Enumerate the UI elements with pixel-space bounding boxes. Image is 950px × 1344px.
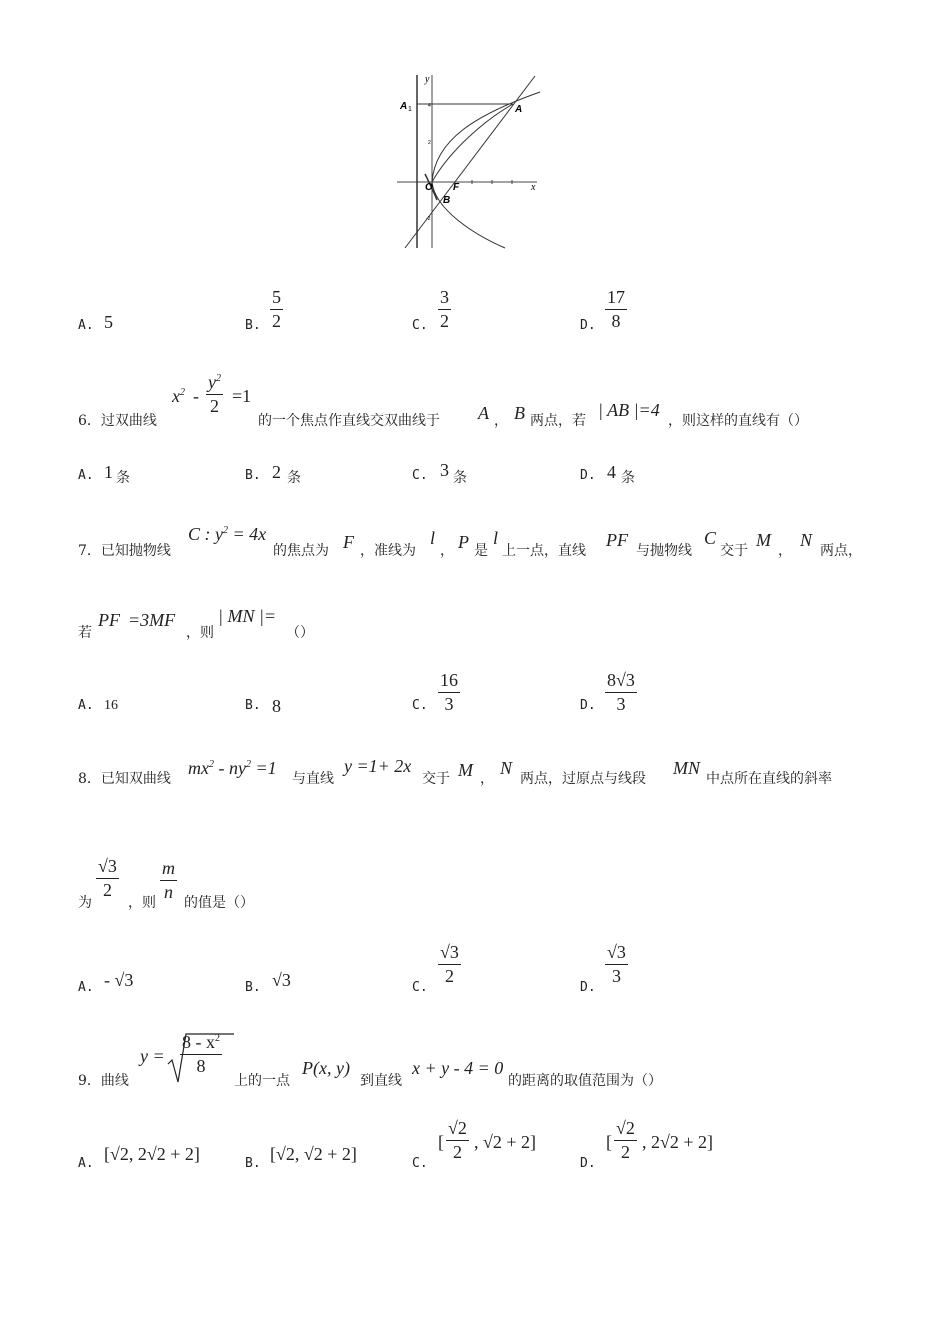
q9-opt-d-fraction: √2 2 xyxy=(616,1118,635,1162)
tick-neg2: -2 xyxy=(426,216,431,222)
q7-text8: ， xyxy=(778,543,792,559)
q8-opt-d-label: D. xyxy=(580,980,596,995)
q7-opt-d-fraction: 8√3 3 xyxy=(607,670,635,714)
q5-opt-b-fraction: 5 2 xyxy=(272,287,281,331)
q6-opt-d-value: 4 xyxy=(607,462,616,482)
q8-opt-d-fraction: √3 3 xyxy=(607,942,626,986)
q7-line2-prefix: 若 xyxy=(78,625,92,641)
q7-opt-c-label: C. xyxy=(412,698,428,713)
q8-n: N xyxy=(500,758,513,778)
q9-opt-c-open: [ xyxy=(438,1132,444,1152)
q6-opt-c-unit: 条 xyxy=(453,470,467,486)
q7-eq: C : $y^2 = 4x$ xyxy=(188,524,267,544)
q8-comma: ， xyxy=(480,771,494,787)
q8-line2-prefix: 为 xyxy=(78,895,92,911)
q8-text3: 两点，过原点与线段 xyxy=(520,771,646,787)
q9-opt-c-rest: , √2 + 2] xyxy=(474,1132,537,1152)
q8-line-eq: y =1+ 2x xyxy=(344,756,412,776)
x-axis-label: x xyxy=(531,182,536,193)
q7-n: N xyxy=(800,530,813,550)
q5-opt-a-value: 5 xyxy=(104,312,113,332)
q9-prefix: 9．曲线 xyxy=(78,1073,129,1089)
point-a-label: A xyxy=(515,104,523,115)
q8-opt-b-value: √3 xyxy=(272,970,291,990)
q7-opt-b-label: B. xyxy=(245,698,261,713)
q8-text6: 的值是（） xyxy=(184,895,254,911)
q9-opt-a-value: [√2, 2√2 + 2] xyxy=(104,1144,200,1164)
q6-opt-a-value: 1 xyxy=(104,462,113,482)
q8-mn: MN xyxy=(673,758,700,778)
q9-opt-d-label: D. xyxy=(580,1156,596,1171)
q9-text2: 到直线 xyxy=(360,1073,402,1089)
q8-text5: ，则 xyxy=(128,895,156,911)
q7-f: F xyxy=(343,532,354,552)
q8-ratio-fraction: m n xyxy=(162,858,175,902)
q6-opt-c-value: 3 xyxy=(440,460,449,480)
q7-eq3: =3MF xyxy=(128,610,176,630)
q7-opt-a-value: 16 xyxy=(104,698,118,713)
q5-opt-b-label: B. xyxy=(245,318,261,333)
point-a1-sub: 1 xyxy=(408,106,412,113)
q6-opt-b-label: B. xyxy=(245,468,261,483)
q7-text3: ， xyxy=(440,543,454,559)
q9-opt-b-label: B. xyxy=(245,1156,261,1171)
q7-text1: 的焦点为 xyxy=(273,543,329,559)
q6-opt-c-label: C. xyxy=(412,468,428,483)
q6-opt-a-label: A. xyxy=(78,468,94,483)
q8-prefix: 8．已知双曲线 xyxy=(78,771,171,787)
q6-prefix: 6．过双曲线 xyxy=(78,413,157,429)
q8-opt-a-value: - √3 xyxy=(104,970,134,990)
q8-opt-c-label: C. xyxy=(412,980,428,995)
q7-opt-a-label: A. xyxy=(78,698,94,713)
q7-text6: 与抛物线 xyxy=(636,543,692,559)
q8-text4: 中点所在直线的斜率 xyxy=(706,771,832,787)
tick-4: 4 xyxy=(428,103,431,109)
point-o-label: O xyxy=(425,182,433,193)
point-a1-label: A xyxy=(400,101,408,112)
q6-text3: ，则这样的直线有（） xyxy=(668,413,808,429)
q8-opt-c-fraction: √3 2 xyxy=(440,942,459,986)
q6-opt-d-unit: 条 xyxy=(621,470,635,486)
q7-pf-eq: PF xyxy=(98,610,120,630)
q7-opt-d-label: D. xyxy=(580,698,596,713)
q8-m: M xyxy=(458,760,473,780)
q6-eq-fraction: $y^2$ 2 xyxy=(208,372,221,416)
q7-text5: 上一点，直线 xyxy=(502,543,586,559)
q9-y-eq: y = xyxy=(140,1046,165,1066)
point-f-label: F xyxy=(453,182,460,193)
q6-text2: 两点，若 xyxy=(530,413,586,429)
q9-opt-d-open: [ xyxy=(606,1132,612,1152)
q7-text9: 两点， xyxy=(820,543,862,559)
q6-point-b: B xyxy=(514,403,525,423)
q5-opt-d-label: D. xyxy=(580,318,596,333)
q8-opt-a-label: A. xyxy=(78,980,94,995)
q9-text3: 的距离的取值范围为（） xyxy=(508,1073,662,1089)
q6-opt-b-value: 2 xyxy=(272,462,281,482)
q8-text1: 与直线 xyxy=(292,771,334,787)
q9-opt-a-label: A. xyxy=(78,1156,94,1171)
q6-eq-equals: =1 xyxy=(232,386,252,406)
q9-text1: 上的一点 xyxy=(234,1073,290,1089)
q9-opt-c-label: C. xyxy=(412,1156,428,1171)
q6-abs-ab: | AB |=4 xyxy=(598,400,660,420)
q7-m: M xyxy=(756,530,771,550)
y-axis-label: y xyxy=(425,74,430,85)
q7-c: C xyxy=(704,528,717,548)
q7-prefix: 7．已知抛物线 xyxy=(78,543,171,559)
parabola-figure xyxy=(395,70,545,250)
q7-l: l xyxy=(430,528,436,548)
q7-mn: | MN |= xyxy=(218,606,277,626)
q9-opt-c-fraction: √2 2 xyxy=(448,1118,467,1162)
q8-opt-b-label: B. xyxy=(245,980,261,995)
q5-opt-d-fraction: 17 8 xyxy=(607,287,625,331)
q7-l2: l xyxy=(493,528,499,548)
q8-eq: $mx^2 - ny^2 =1$ xyxy=(188,758,277,778)
q7-text10: ，则 xyxy=(186,625,214,641)
q8-slope-fraction: √3 2 xyxy=(98,856,117,900)
q6-opt-a-unit: 条 xyxy=(116,470,130,486)
q6-text1: 的一个焦点作直线交双曲线于 xyxy=(258,413,440,429)
q8-text2: 交于 xyxy=(422,771,450,787)
q7-p: P xyxy=(458,532,469,552)
q7-pf: PF xyxy=(606,530,628,550)
q7-opt-b-value: 8 xyxy=(272,696,281,716)
q7-opt-c-fraction: 16 3 xyxy=(440,670,458,714)
q9-radicand-fraction: $8 - x^2$ 8 xyxy=(182,1032,220,1076)
q7-text11: （） xyxy=(286,625,314,641)
q6-eq-minus: - xyxy=(193,386,199,406)
q6-opt-d-label: D. xyxy=(580,468,596,483)
q6-comma: ， xyxy=(494,413,508,429)
q9-line-eq: x + y - 4 = 0 xyxy=(412,1058,504,1078)
q5-opt-c-label: C. xyxy=(412,318,428,333)
tick-2: 2 xyxy=(428,140,431,146)
q7-text2: ，准线为 xyxy=(360,543,416,559)
q9-opt-b-value: [√2, √2 + 2] xyxy=(270,1144,357,1164)
q7-text4: 是 xyxy=(474,543,488,559)
q5-opt-c-fraction: 3 2 xyxy=(440,287,449,331)
q9-point-p: P(x, y) xyxy=(302,1058,350,1078)
q6-opt-b-unit: 条 xyxy=(287,470,301,486)
q6-point-a: A xyxy=(478,403,489,423)
point-b-label: B xyxy=(443,195,451,206)
q7-text7: 交于 xyxy=(720,543,748,559)
q9-opt-d-rest: , 2√2 + 2] xyxy=(642,1132,714,1152)
q5-opt-a-label: A. xyxy=(78,318,94,333)
q6-eq-x: $x^2$ xyxy=(172,386,185,406)
